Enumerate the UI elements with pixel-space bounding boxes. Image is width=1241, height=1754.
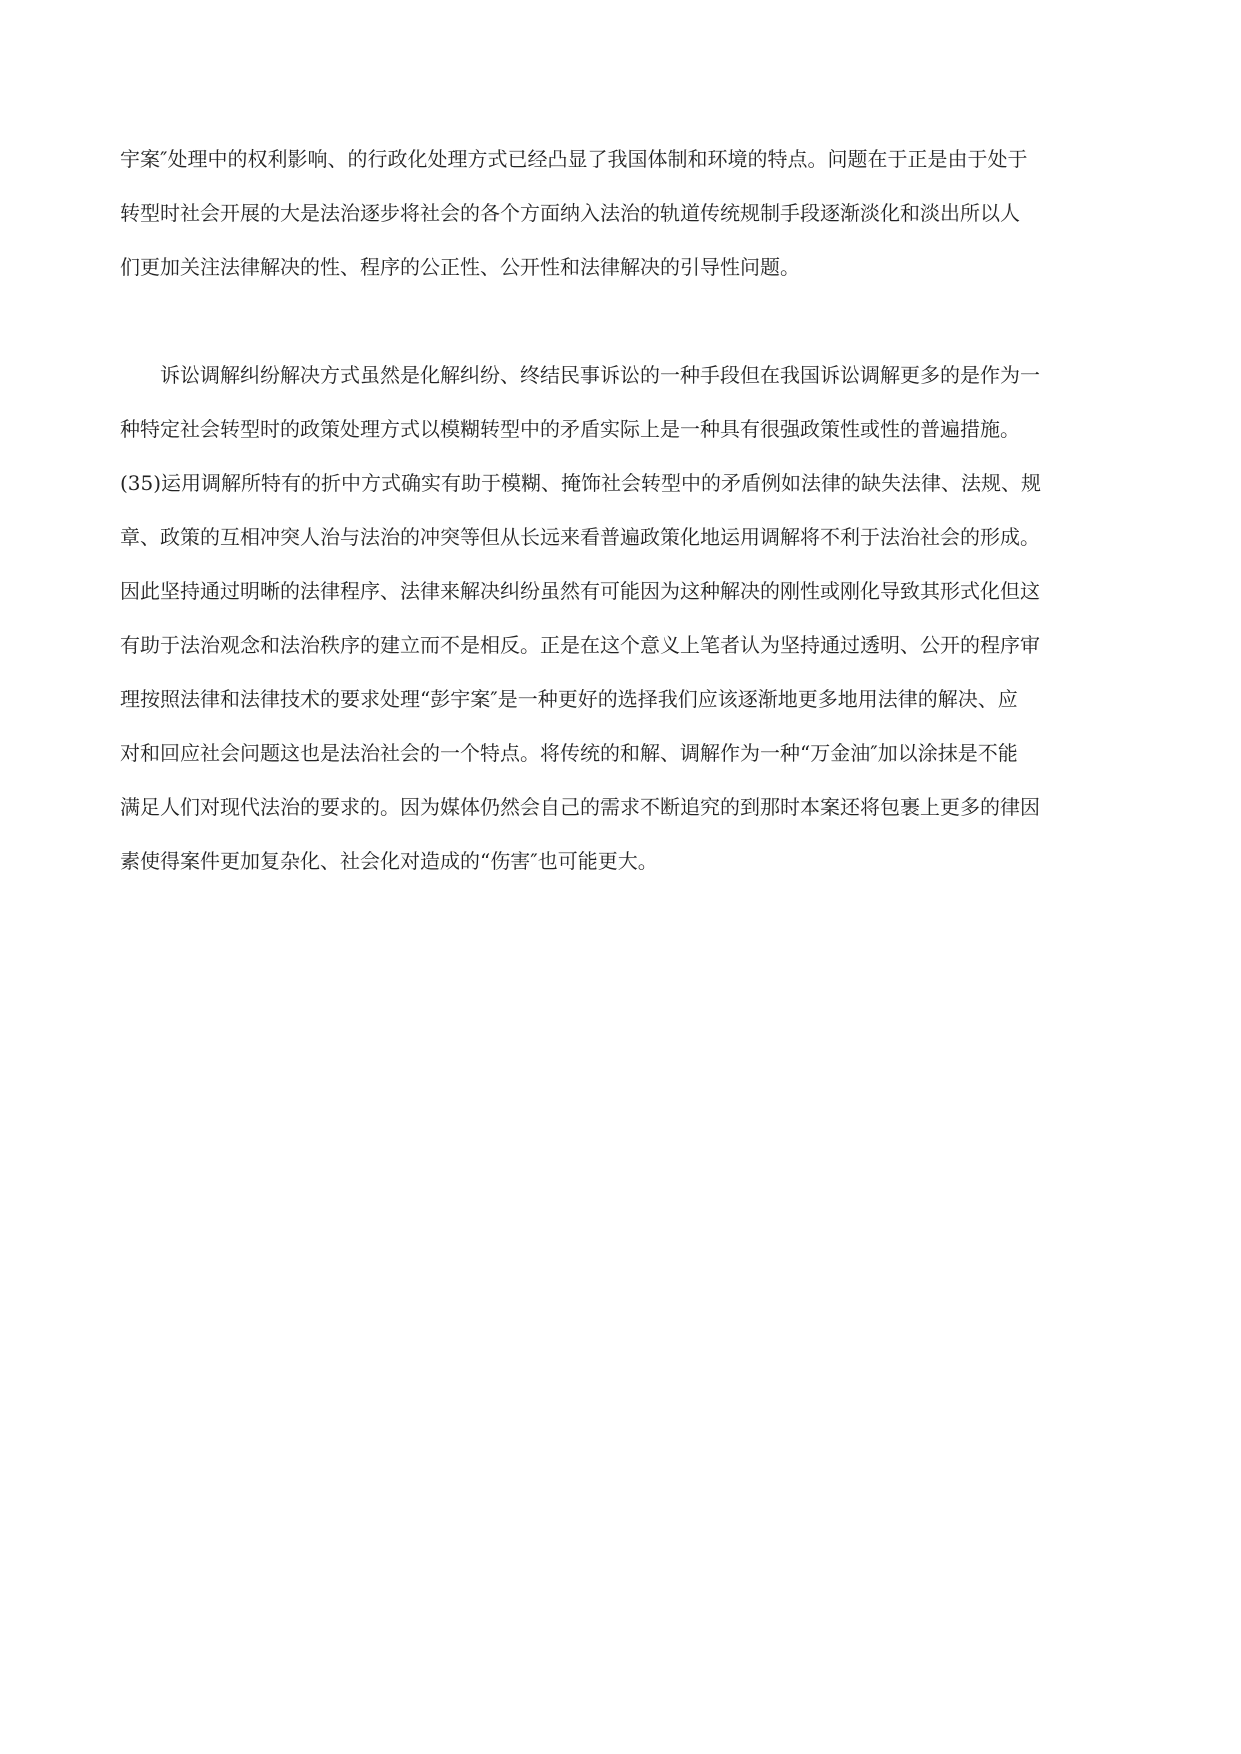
paragraph-line: 有助于法治观念和法治秩序的建立而不是相反。正是在这个意义上笔者认为坚持通过透明、公开的程序审 [120, 633, 1040, 657]
paragraph-line: 章、政策的互相冲突人治与法治的冲突等但从长远来看普遍政策化地运用调解将不利于法治社会的形成。 [120, 525, 1040, 549]
paragraph-line: 诉讼调解纠纷解决方式虽然是化解纠纷、终结民事诉讼的一种手段但在我国诉讼调解更多的是作为一 [120, 363, 1040, 387]
paragraph-line: (35)运用调解所特有的折中方式确实有助于模糊、掩饰社会转型中的矛盾例如法律的缺失法律、法规、规 [120, 471, 1042, 495]
paragraph-line: 转型时社会开展的大是法治逐步将社会的各个方面纳入法治的轨道传统规制手段逐渐淡化和淡出所以人 [120, 201, 1020, 225]
paragraph-line: 素使得案件更加复杂化、社会化对造成的“伤害″也可能更大。 [120, 849, 658, 873]
paragraph-line: 满足人们对现代法治的要求的。因为媒体仍然会自己的需求不断追究的到那时本案还将包裹上更多的律因 [120, 795, 1040, 819]
paragraph-line: 因此坚持通过明晰的法律程序、法律来解决纠纷虽然有可能因为这种解决的刚性或刚化导致其形式化但这 [120, 579, 1040, 603]
paragraph-line: 理按照法律和法律技术的要求处理“彭宇案″是一种更好的选择我们应该逐渐地更多地用法律的解决、应 [120, 687, 1018, 711]
paragraph-line: 们更加关注法律解决的性、程序的公正性、公开性和法律解决的引导性问题。 [120, 255, 800, 279]
paragraph-line: 种特定社会转型时的政策处理方式以模糊转型中的矛盾实际上是一种具有很强政策性或性的普遍措施。 [120, 417, 1020, 441]
paragraph-line: 宇案″处理中的权利影响、的行政化处理方式已经凸显了我国体制和环境的特点。问题在于正是由于处于 [120, 147, 1028, 171]
paragraph-line: 对和回应社会问题这也是法治社会的一个特点。将传统的和解、调解作为一种“万金油″加以涂抹是不能 [120, 741, 1018, 765]
